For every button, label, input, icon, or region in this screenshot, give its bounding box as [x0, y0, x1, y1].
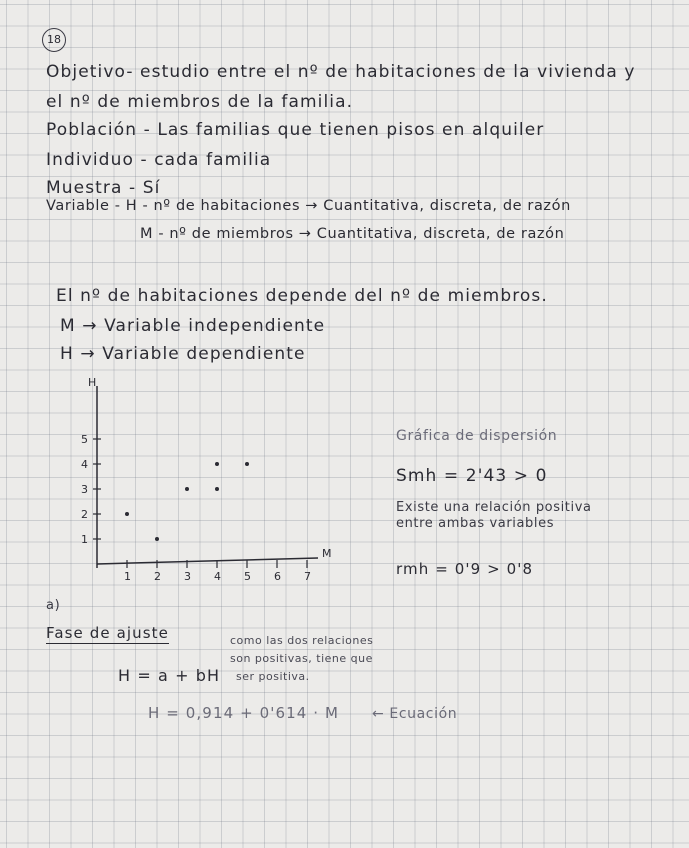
x-tick-label: 7	[304, 570, 311, 583]
muestra-line: Muestra - Sí	[46, 178, 161, 198]
x-tick-label: 6	[274, 570, 281, 583]
note-line-1: como las dos relaciones	[230, 634, 374, 647]
equation-note: ← Ecuación	[372, 706, 458, 722]
y-tick-label: 3	[81, 483, 88, 496]
x-axis	[97, 558, 318, 564]
x-tick-label: 2	[154, 570, 161, 583]
variable-dependiente-line: H → Variable dependiente	[60, 344, 306, 364]
relacion-line-2: entre ambas variables	[396, 516, 555, 531]
smh-value: Smh = 2'43 > 0	[396, 466, 548, 486]
objetivo-line-1: Objetivo- estudio entre el nº de habitaciones de la vivienda y	[46, 62, 636, 82]
regression-equation: H = 0,914 + 0'614 · M	[148, 704, 340, 722]
regression-formula: H = a + bH	[118, 666, 221, 685]
poblacion-line: Población - Las familias que tienen pisos en alquiler	[46, 120, 545, 140]
scatter-point	[125, 512, 129, 516]
dependencia-line: El nº de habitaciones depende del nº de miembros.	[56, 286, 548, 306]
x-tick-label: 4	[214, 570, 221, 583]
note-line-3: ser positiva.	[236, 670, 310, 683]
scatter-point	[245, 462, 249, 466]
x-tick-label: 1	[124, 570, 131, 583]
scatter-point	[185, 487, 189, 491]
y-tick-label: 1	[81, 533, 88, 546]
y-tick-label: 2	[81, 508, 88, 521]
individuo-line: Individuo - cada familia	[46, 150, 272, 170]
variable-h-line: Variable - H - nº de habitaciones → Cuantitativa, discreta, de razón	[46, 198, 571, 214]
y-axis-label: H	[88, 376, 97, 389]
section-a-label: a)	[46, 598, 61, 613]
scatter-point	[215, 487, 219, 491]
y-tick-label: 5	[81, 433, 88, 446]
rmh-value: rmh = 0'9 > 0'8	[396, 560, 534, 578]
note-line-2: son positivas, tiene que	[230, 652, 373, 665]
variable-m-line: M - nº de miembros → Cuantitativa, discreta, de razón	[140, 226, 565, 242]
scatter-point	[215, 462, 219, 466]
problem-number: 18	[42, 28, 66, 52]
fase-ajuste-title: Fase de ajuste	[46, 624, 169, 642]
objetivo-line-2: el nº de miembros de la familia.	[46, 92, 354, 112]
relacion-line-1: Existe una relación positiva	[396, 500, 592, 515]
grafica-label: Gráfica de dispersión	[396, 428, 558, 444]
y-tick-label: 4	[81, 458, 88, 471]
x-axis-label: M	[322, 547, 332, 560]
x-tick-label: 5	[244, 570, 251, 583]
scatter-point	[155, 537, 159, 541]
x-tick-label: 3	[184, 570, 191, 583]
variable-independiente-line: M → Variable independiente	[60, 316, 326, 336]
scatter-plot	[70, 372, 340, 592]
